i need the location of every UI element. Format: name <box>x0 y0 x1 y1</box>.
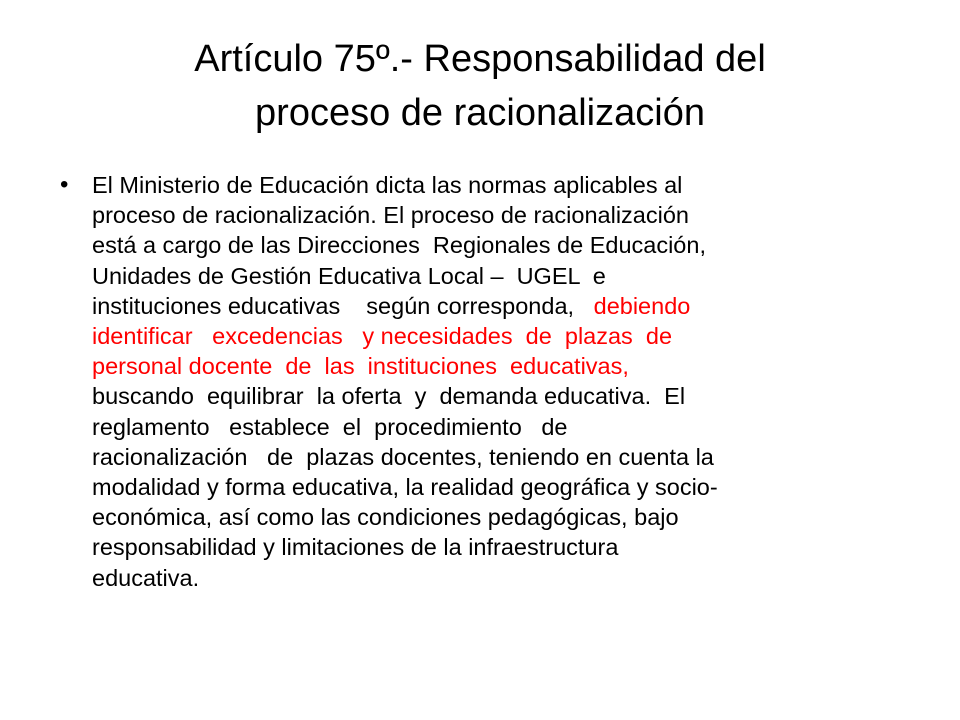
body-line-14: educativa. <box>92 564 200 591</box>
slide-title <box>60 32 900 140</box>
body-line-13: responsabilidad y limitaciones de la infraestructura <box>92 534 619 561</box>
bullet-item <box>60 170 910 593</box>
body-line-5-black: instituciones educativas según corresponda, <box>92 292 594 319</box>
title-line-1: Artículo 75º.- Responsabilidad del <box>194 38 766 80</box>
body-line-9: reglamento establece el procedimiento de <box>92 413 568 440</box>
body-line-4: Unidades de Gestión Educativa Local – UGEL e <box>92 262 606 289</box>
body-line-7-red: personal docente de las instituciones educativas, <box>92 353 629 380</box>
body-line-6-red: identificar excedencias y necesidades de plazas de <box>92 323 673 350</box>
body-line-5-red: debiendo <box>593 292 691 319</box>
body-line-1: El Ministerio de Educación dicta las normas aplicables al <box>92 172 683 198</box>
body-line-5 <box>92 291 910 321</box>
body-line-12: económica, así como las condiciones pedagógicas, bajo <box>92 504 679 531</box>
body-line-2: proceso de racionalización. El proceso de racionalización <box>92 202 689 229</box>
body-line-11: modalidad y forma educativa, la realidad geográfica y socio- <box>92 474 718 501</box>
bullet-icon: • <box>60 171 69 198</box>
body-line-8: buscando equilibrar la oferta y demanda educativa. El <box>92 383 686 410</box>
title-line-2: proceso de racionalización <box>255 92 705 134</box>
body-line-3: está a cargo de las Direcciones Regionales de Educación, <box>92 232 706 259</box>
slide-body <box>60 170 910 593</box>
body-line-10: racionalización de plazas docentes, teniendo en cuenta la <box>92 443 714 470</box>
